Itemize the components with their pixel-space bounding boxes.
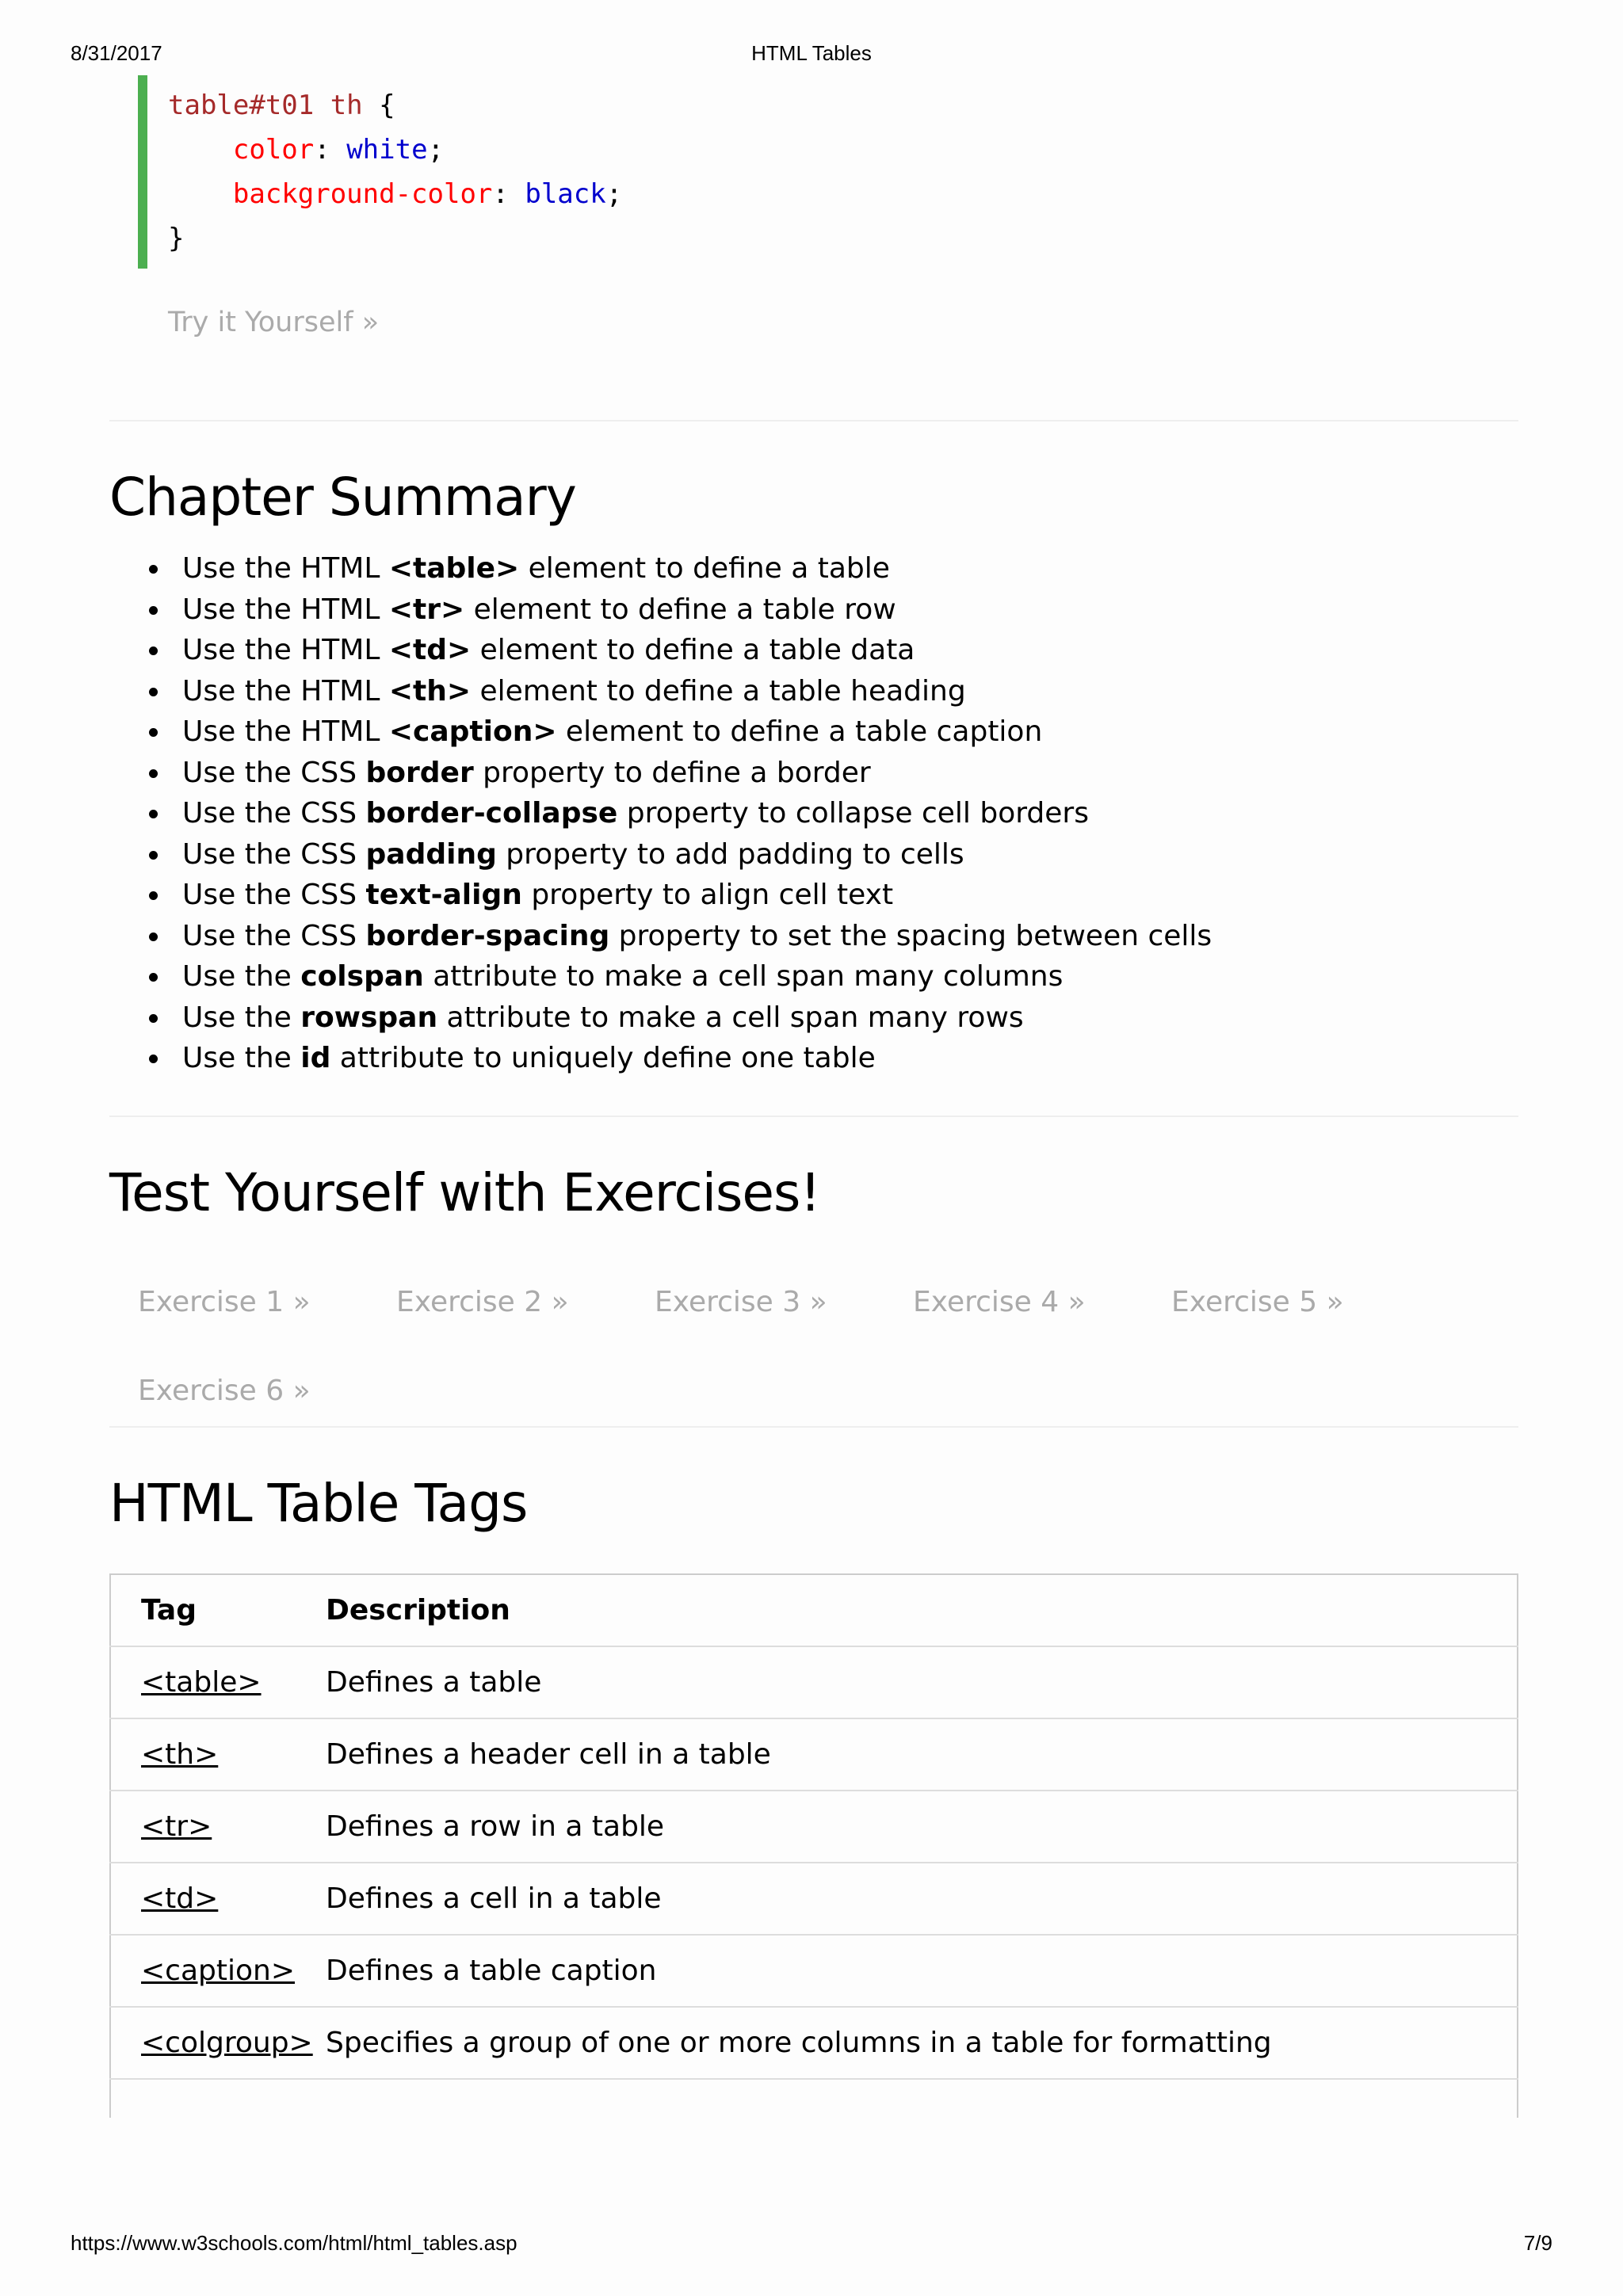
tag-link[interactable]: <th> <box>141 1737 219 1771</box>
tag-link[interactable]: <td> <box>141 1882 219 1915</box>
code-example <box>138 75 1518 269</box>
code-property: background-color <box>232 178 493 210</box>
tag-cell <box>110 1718 326 1791</box>
exercise-5-link[interactable]: Exercise 5 » <box>1171 1285 1344 1318</box>
list-item: Use the CSS padding property to add padding to cells <box>149 834 1518 875</box>
tag-cell <box>110 1646 326 1718</box>
list-item: Use the CSS text-align property to align cell text <box>149 875 1518 916</box>
list-item: Use the colspan attribute to make a cell span many columns <box>149 956 1518 997</box>
section-heading-exercises: Test Yourself with Exercises! <box>109 1161 820 1223</box>
list-item: Use the HTML <td> element to define a table data <box>149 630 1518 671</box>
table-row <box>110 1791 1518 1863</box>
tag-cell <box>110 2007 326 2079</box>
exercise-4-link[interactable]: Exercise 4 » <box>913 1285 1086 1318</box>
tag-cell <box>110 1791 326 1863</box>
description-cell: Defines a row in a table <box>326 1791 1518 1863</box>
code-colon: : <box>314 134 347 166</box>
print-title: HTML Tables <box>751 41 872 65</box>
section-heading-summary: Chapter Summary <box>109 467 576 528</box>
exercise-3-link[interactable]: Exercise 3 » <box>655 1285 827 1318</box>
description-cell: Defines a table <box>326 1646 1518 1718</box>
table-row <box>110 2007 1518 2079</box>
summary-list <box>149 548 1518 1079</box>
code-semicolon: ; <box>427 134 445 166</box>
description-cell: Defines a cell in a table <box>326 1863 1518 1935</box>
divider <box>109 1116 1518 1117</box>
description-cell: Specifies a group of one or more columns in a table for formatting <box>326 2007 1518 2079</box>
table-header-row <box>110 1574 1518 1646</box>
exercise-1-link[interactable]: Exercise 1 » <box>138 1285 311 1318</box>
print-footer <box>71 2231 1552 2256</box>
tag-link[interactable]: <colgroup> <box>141 2026 313 2059</box>
code-property: color <box>232 134 315 166</box>
print-url: https://www.w3schools.com/html/html_tables.asp <box>71 2231 517 2255</box>
try-it-yourself-button[interactable]: Try it Yourself » <box>168 307 380 338</box>
table-row <box>110 1718 1518 1791</box>
exercise-links <box>138 1274 1485 1451</box>
list-item: Use the CSS border property to define a border <box>149 753 1518 794</box>
code-selector: table#t01 th <box>168 90 363 121</box>
column-header-tag: Tag <box>110 1574 326 1646</box>
print-page-number: 7/9 <box>1523 2231 1552 2255</box>
description-cell: Defines a header cell in a table <box>326 1718 1518 1791</box>
list-item: Use the HTML <tr> element to define a table row <box>149 589 1518 631</box>
table-continuation <box>109 2080 1518 2118</box>
print-header <box>71 41 1552 67</box>
list-item: Use the CSS border-spacing property to set the spacing between cells <box>149 916 1518 957</box>
code-close-brace: } <box>168 223 185 254</box>
tag-cell <box>110 1935 326 2007</box>
list-item: Use the HTML <caption> element to define a table caption <box>149 711 1518 753</box>
exercise-6-link[interactable]: Exercise 6 » <box>138 1374 311 1407</box>
list-item: Use the HTML <table> element to define a table <box>149 548 1518 589</box>
code-value: white <box>346 134 428 166</box>
divider <box>109 420 1518 421</box>
tag-link[interactable]: <table> <box>141 1665 262 1699</box>
list-item: Use the id attribute to uniquely define one table <box>149 1038 1518 1079</box>
table-row <box>110 1863 1518 1935</box>
section-heading-table-tags: HTML Table Tags <box>109 1472 528 1534</box>
code-open-brace: { <box>362 90 395 121</box>
table-row <box>110 1935 1518 2007</box>
list-item: Use the CSS border-collapse property to collapse cell borders <box>149 793 1518 834</box>
print-date: 8/31/2017 <box>71 41 162 65</box>
list-item: Use the rowspan attribute to make a cell span many rows <box>149 997 1518 1039</box>
table-row <box>110 1646 1518 1718</box>
code-value: black <box>525 178 606 210</box>
list-item: Use the HTML <th> element to define a table heading <box>149 671 1518 712</box>
description-cell: Defines a table caption <box>326 1935 1518 2007</box>
tag-link[interactable]: <tr> <box>141 1810 212 1843</box>
column-header-description: Description <box>326 1574 1518 1646</box>
tag-cell <box>110 1863 326 1935</box>
code-semicolon: ; <box>605 178 623 210</box>
page-content <box>109 75 1518 2118</box>
table-tags <box>109 1573 1518 2080</box>
tag-link[interactable]: <caption> <box>141 1954 295 1987</box>
exercise-2-link[interactable]: Exercise 2 » <box>396 1285 569 1318</box>
code-colon: : <box>492 178 525 210</box>
